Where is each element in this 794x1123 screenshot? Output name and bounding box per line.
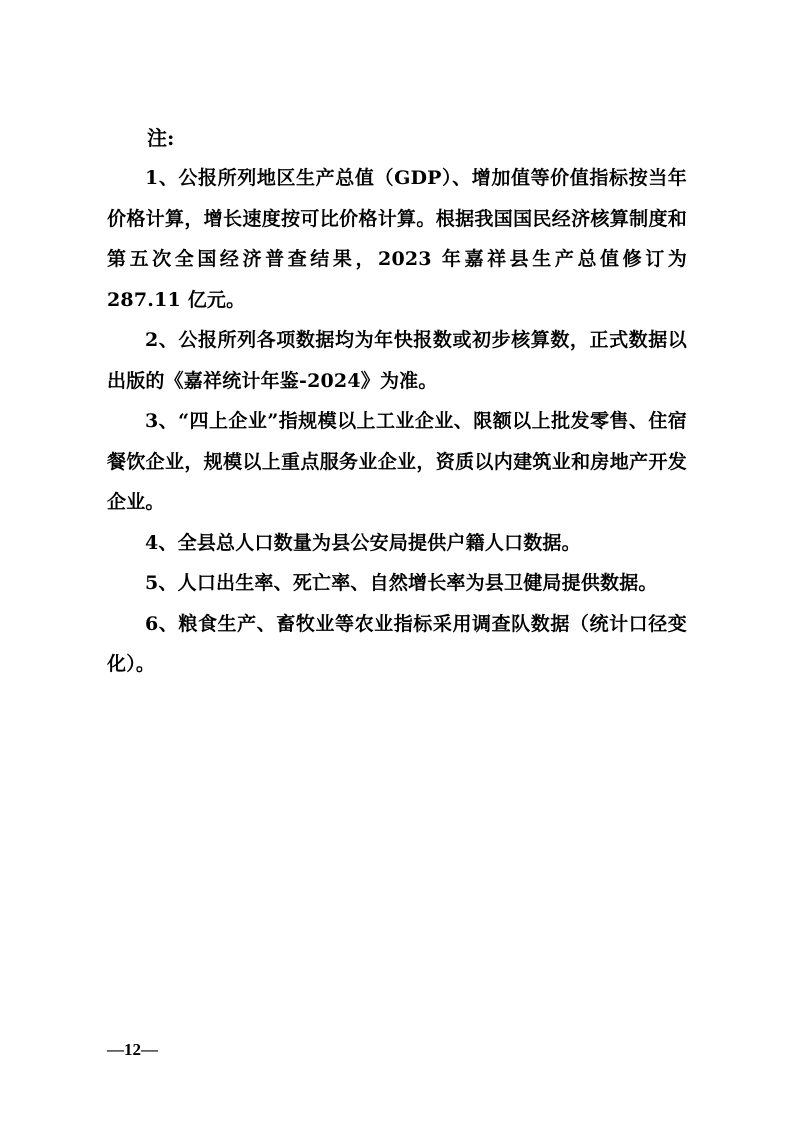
- notes-section: [107, 118, 687, 685]
- page-number: —12—: [107, 1040, 158, 1059]
- note-item-3: 3、“四上企业”指规模以上工业企业、限额以上批发零售、住宿餐饮企业，规模以上重点服务业企业，资质以内建筑业和房地产开发企业。: [107, 410, 687, 513]
- note-item-2: 2、公报所列各项数据均为年快报数或初步核算数，正式数据以出版的《嘉祥统计年鉴-2024》为准。: [107, 329, 687, 392]
- note-item-4: 4、全县总人口数量为县公安局提供户籍人口数据。: [145, 531, 581, 554]
- note-item-1: 1、公报所列地区生产总值（GDP）、增加值等价值指标按当年价格计算，增长速度按可比价格计算。根据我国国民经济核算制度和第五次全国经济普查结果，2023 年嘉祥县生产总值修订为 287.11 亿元。: [107, 167, 687, 311]
- note-item-6: 6、粮食生产、畜牧业等农业指标采用调查队数据（统计口径变化）。: [107, 612, 687, 675]
- notes-title: 注:: [147, 126, 175, 150]
- note-item-5: 5、人口出生率、死亡率、自然增长率为县卫健局提供数据。: [145, 572, 658, 594]
